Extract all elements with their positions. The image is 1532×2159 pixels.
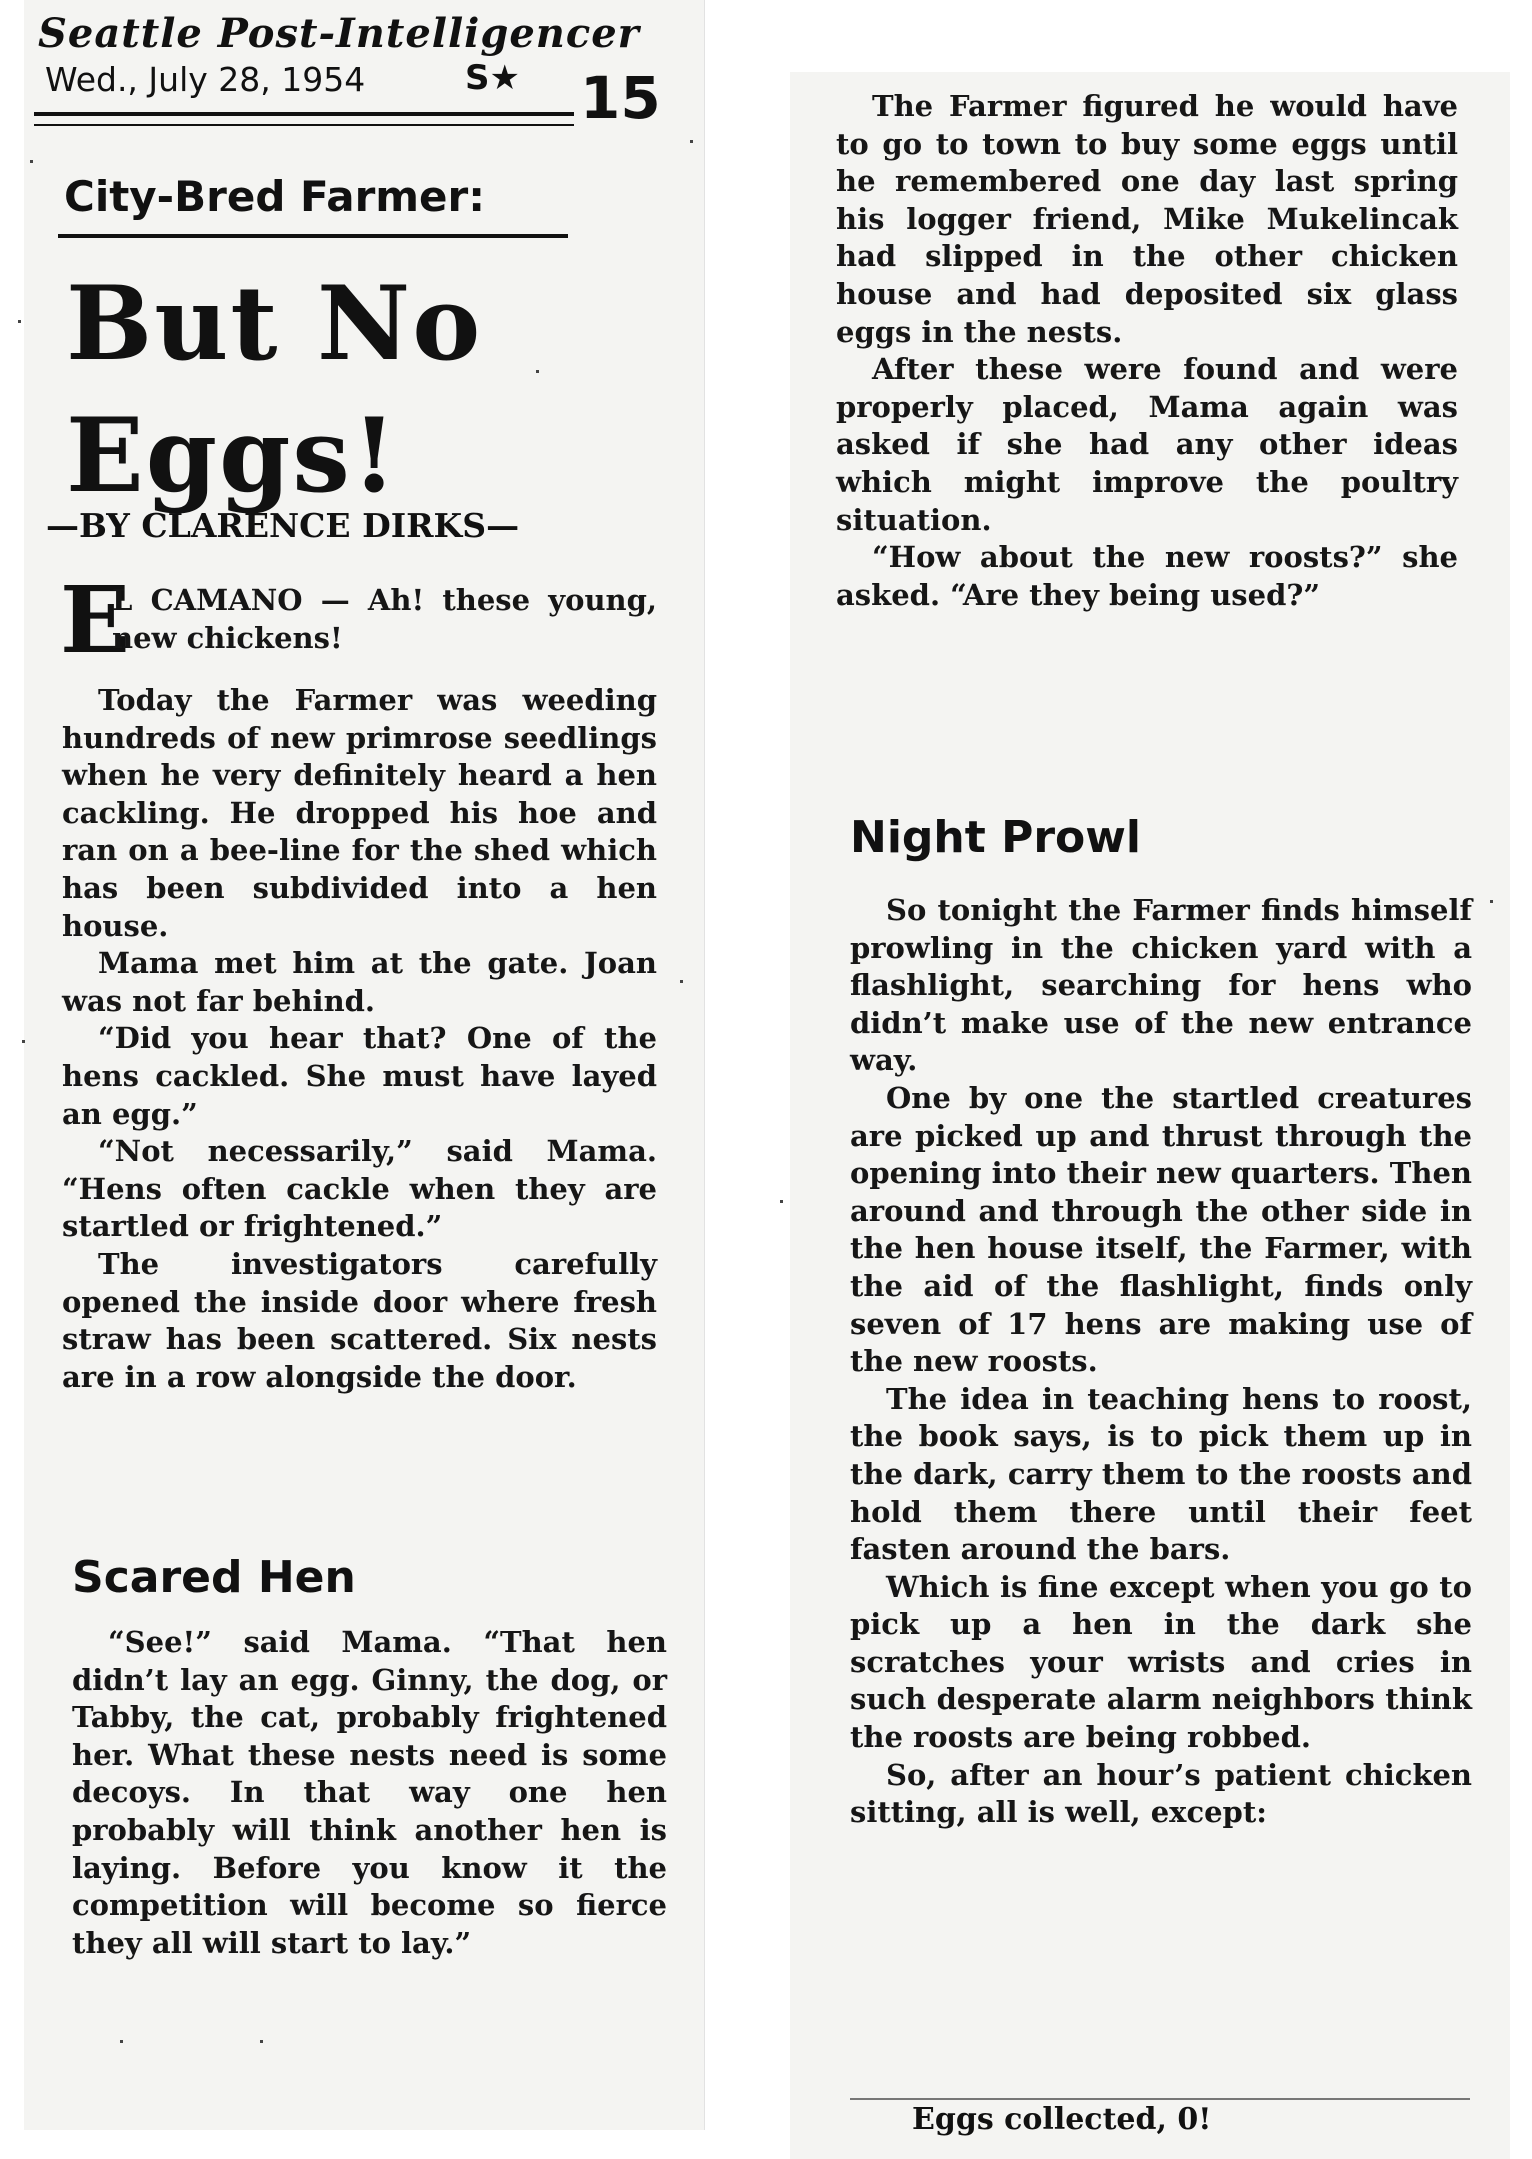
body-paragraph: The Farmer figured he would have to go to town to buy some eggs until he remembered one day last spring his logger friend, Mike Mukelincak had slipped in the other chicken house and had deposited six glass eggs in the nests. xyxy=(836,89,1458,349)
scan-speck xyxy=(780,1200,783,1203)
body-paragraph: After these were found and were properly placed, Mama again was asked if she had any other ideas which might improve the poultry situation. xyxy=(836,352,1458,537)
scan-speck xyxy=(536,370,539,373)
article-byline: —BY CLARENCE DIRKS— xyxy=(46,506,520,545)
scan-speck xyxy=(22,1040,25,1043)
article-lead xyxy=(112,582,657,657)
publication-date: Wed., July 28, 1954 xyxy=(45,60,366,99)
body-paragraph: “Did you hear that? One of the hens cackled. She must have layed an egg.” xyxy=(62,1021,657,1131)
closing-rule xyxy=(850,2098,1470,2100)
body-paragraph: The idea in teaching hens to roost, the book says, is to pick them up in the dark, carry them to the roosts and hold them there until their feet fasten around the bars. xyxy=(850,1381,1472,1567)
edition-mark: S★ xyxy=(465,58,520,98)
newspaper-name: Seattle Post-Intelligencer xyxy=(38,10,640,57)
scan-speck xyxy=(690,140,693,143)
body-paragraph: Which is fine except when you go to pick up a hen in the dark she scratches your wrists and cries in such desperate alarm neighbors think the roosts are being robbed. xyxy=(850,1569,1472,1755)
left-body xyxy=(62,682,657,1396)
scan-speck xyxy=(120,2040,123,2043)
kicker-rule xyxy=(58,234,568,238)
scan-speck xyxy=(1490,900,1493,903)
body-paragraph: “See!” said Mama. “That hen didn’t lay an egg. Ginny, the dog, or Tabby, the cat, probably frightened her. What these nests need is some decoys. In that way one hen probably will think another hen is laying. Before you know it the competition will become so fierce they all will start to lay.” xyxy=(72,1625,667,1960)
article-headline: But No Eggs! xyxy=(66,264,483,516)
scan-speck xyxy=(30,160,33,163)
right-body xyxy=(836,88,1458,614)
article-kicker: City-Bred Farmer: xyxy=(64,172,486,221)
body-paragraph: Mama met him at the gate. Joan was not far behind. xyxy=(62,946,657,1018)
body-paragraph: “Not necessarily,” said Mama. “Hens often cackle when they are startled or frightened.” xyxy=(62,1134,657,1244)
drop-cap: E xyxy=(60,566,131,674)
masthead-rule-thin xyxy=(34,124,574,126)
masthead-rule xyxy=(34,112,574,116)
lead-paragraph: L CAMANO — Ah! these young, new chickens! xyxy=(112,583,657,655)
body-paragraph: The investigators carefully opened the inside door where fresh straw has been scattered. Six nests are in a row alongside the door. xyxy=(62,1246,657,1394)
subhead-night-prowl: Night Prowl xyxy=(850,812,1141,863)
body-paragraph: So, after an hour’s patient chicken sitting, all is well, except: xyxy=(850,1757,1472,1830)
night-prowl-body xyxy=(850,892,1472,1832)
scared-hen-body xyxy=(72,1624,667,1962)
page-number: 15 xyxy=(580,64,661,132)
scan-speck xyxy=(680,980,683,983)
body-paragraph: One by one the startled creatures are picked up and thrust through the opening into their new quarters. Then around and through the other side in the hen house itself, the Farmer, with the aid of the flashlight, finds only seven of 17 hens are making use of the new roosts. xyxy=(850,1080,1472,1379)
scan-speck xyxy=(18,320,21,323)
closing-line: Eggs collected, 0! xyxy=(912,2102,1212,2137)
scan-speck xyxy=(260,2040,263,2043)
body-paragraph: “How about the new roosts?” she asked. “Are they being used?” xyxy=(836,540,1458,612)
body-paragraph: Today the Farmer was weeding hundreds of new primrose seedlings when he very definitely heard a hen cackling. He dropped his hoe and ran on a bee-line for the shed which has been subdivided into a hen house. xyxy=(62,683,657,943)
body-paragraph: So tonight the Farmer finds himself prowling in the chicken yard with a flashlight, searching for hens who didn’t make use of the new entrance way. xyxy=(850,893,1472,1078)
subhead-scared-hen: Scared Hen xyxy=(72,1552,356,1603)
